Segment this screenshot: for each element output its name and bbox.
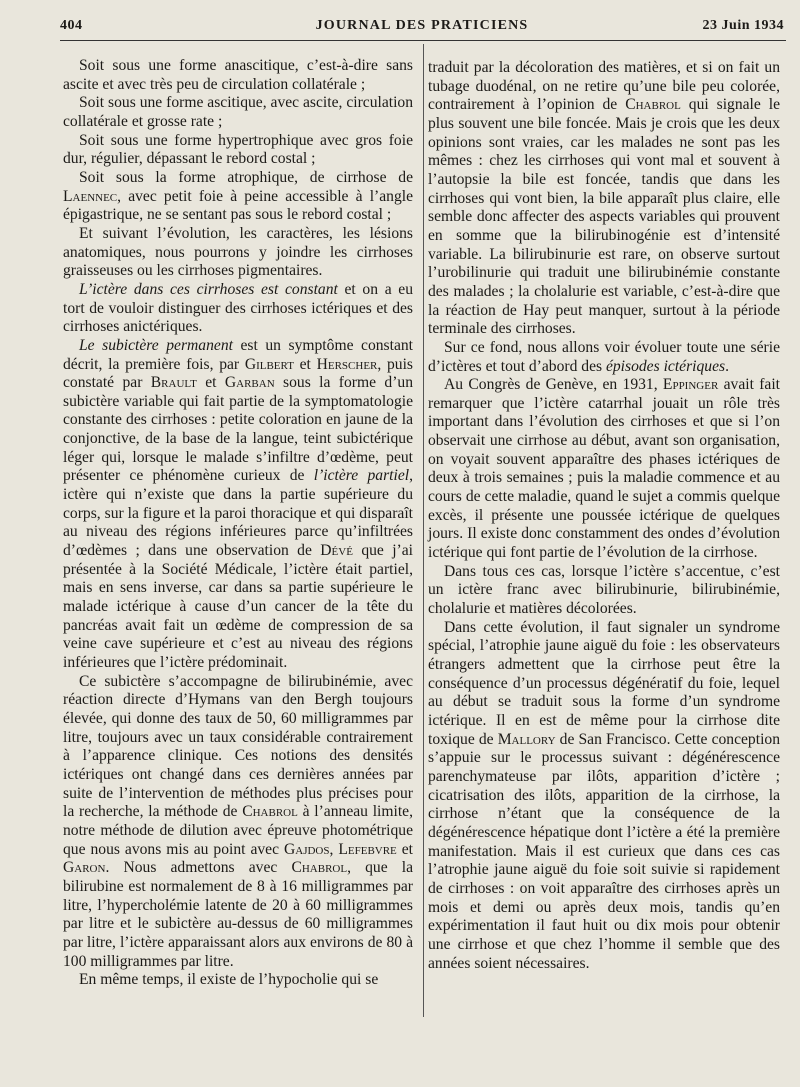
header-rule <box>60 40 786 41</box>
text-run: . Nous admettons avec <box>105 859 292 877</box>
paragraph <box>63 169 413 225</box>
text-run: , ictère qui n’existe que dans la partie supérieure du corps, sur la figure et la paroi thoracique et qui disparaît au niveau des régions inférieures parce qu’infiltrées d’œdèmes ; dans une observation de <box>63 467 413 560</box>
author-name: Laennec <box>63 187 118 205</box>
text-run: Soit sous la forme atrophique, de cirrhose de <box>79 168 413 186</box>
text-run: , avec petit foie à peine accessible à l’angle épigastrique, ne se sentant pas sous le rebord costal ; <box>63 187 413 224</box>
text-run: traduit par la décoloration des matières, et si on fait un tubage duodénal, on ne retire qu’une bile peu colorée, contrairement à l’opinion de <box>428 59 780 114</box>
text-run: , puis constaté par <box>63 355 413 392</box>
paragraph <box>63 337 413 673</box>
column-divider <box>423 44 424 1017</box>
paragraph: En même temps, il existe de l’hypocholie qui se <box>79 971 379 989</box>
text-run: , <box>329 840 339 858</box>
text-run: Au Congrès de Genève, en 1931, <box>444 376 663 394</box>
paragraph <box>63 673 413 972</box>
issue-date: 23 Juin 1934 <box>702 18 784 33</box>
author-name: Brault <box>150 374 197 392</box>
paragraph: Et suivant l’évolution, les caractères, les lésions anatomiques, nous pourrons y joindre les cirrhoses graisseuses ou les cirrhoses pigmentaires. <box>63 224 413 280</box>
author-name: Garon <box>63 859 106 877</box>
author-name: Gilbert <box>244 355 294 373</box>
text-run: . <box>725 357 729 375</box>
paragraph <box>428 376 780 563</box>
italic-phrase: L’ictère dans ces cirrhoses est constant <box>79 280 338 298</box>
journal-title: JOURNAL DES PRATICIENS <box>315 18 529 33</box>
page-header <box>60 18 784 40</box>
text-run: qui signale le plus souvent une bile foncée. Mais je crois que les deux opinions sont vraies, car les malades ne sont pas les mêmes : chez les cirrhoses qui vont mal et souvent à l’autopsie la bile est foncée, tandis que dans les cirrhoses qui vont bien, la bile apparaît plus claire, elle semble donc affecter des aspects variables qui prouvent en somme que la bilirubinogénie est d’intensité variable. La bilirubinurie est rare, on observe surtout l’urobilinurie qui traduit une bilirubinémie constante des malades ; la cholalurie est variable, c’est-à-dire que la réaction de Hay peut manquer, surtout à la période terminale des cirrhoses. <box>428 96 781 338</box>
paragraph: Soit sous une forme ascitique, avec ascite, circulation collatérale et grosse rate ; <box>63 94 413 130</box>
text-run: est un symptôme constant décrit, la première fois, par <box>63 336 413 373</box>
text-run: Dans cette évolution, il faut signaler un syndrome spécial, l’atrophie jaune aiguë du foie : les observateurs étrangers admettent que la cirrhose peut être la conséquence d’un processus dégénératif du foie, lequel au début se traduit sous la forme d’un syndrome ictérique. Il en est de même pour la cirrhose dite toxique de <box>428 618 780 748</box>
text-run: avait fait remarquer que l’ictère catarrhal jouait un rôle très important dans l’évolution des cirrhoses et que si l’on observait une cirrhose au début, avant son organisation, on voyait souvent apparaître des phases ictériques de deux à trois semaines ; puis la maladie commence et au cours de cette maladie, quand le sujet a commis quelque excès, il présente une poussée ictérique de quelques jours. Il existe donc constamment des ondes d’évolution ictérique qui font partie de l’évolution de la cirrhose. <box>428 376 780 562</box>
author-name: Chabrol <box>291 859 348 877</box>
right-column <box>428 59 780 973</box>
author-name: Chabrol <box>242 803 298 821</box>
text-run: que j’ai présentée à la Société Médicale, l’ictère était partiel, mais en sens inverse, car dans sa partie supérieure le malade ictérique à cause d’un cancer de la tête du pancréas avait fait un œdème de compression de sa veine cave supérieure et c’est au niveau des régions inférieures que l’ictère prédominait. <box>63 542 413 671</box>
italic-phrase: Le subictère permanent <box>79 336 233 354</box>
italic-phrase: épisodes ictériques <box>605 357 726 375</box>
paragraph <box>428 59 780 339</box>
author-name: Mallory <box>497 730 556 748</box>
paragraph <box>428 339 780 376</box>
left-column <box>63 57 413 990</box>
text-run: Ce subictère s’accompagne de bilirubinémie, avec réaction directe d’Hymans van den Bergh toujours élevée, qui donne des taux de 50, 60 milligrammes par litre, toujours avec un taux considérable contrairement à l’apparence clinique. Ces notions des densités ictériques ont changé dans ces dernières années par suite de l’intervention de méthodes plus précises pour la recherche, la méthode de <box>63 672 413 821</box>
text-run: et <box>196 374 225 392</box>
author-name: Lefebvre <box>338 840 397 858</box>
text-run: Sur ce fond, nous allons voir évoluer toute une série d’ictères et tout d’abord des <box>428 338 780 375</box>
text-run: et <box>396 840 414 858</box>
text-run: à l’anneau limite, notre méthode de dilution avec épreuve photométrique que nous avons mis au point avec <box>63 803 413 858</box>
paragraph: Dans tous ces cas, lorsque l’ictère s’accentue, c’est un ictère franc avec bilirubinurie, bilirubinémie, cholalurie et matières décolorées. <box>428 562 780 618</box>
paragraph: Soit sous une forme anascitique, c’est-à-dire sans ascite et avec très peu de circulation collatérale ; <box>63 57 413 93</box>
paragraph: Soit sous une forme hypertrophique avec gros foie dur, régulier, dépassant le rebord costal ; <box>63 131 413 168</box>
author-name: Herscher <box>316 355 378 373</box>
text-run: , que la bilirubine est normalement de 8 à 16 milligrammes par litre, l’hypercholémie latente de 20 à 60 milligrammes par litre et le subictère au-dessus de 60 milligrammes par litre, l’ictère apparaissant alors aux environs de 80 à 100 milligrammes par litre. <box>63 859 414 970</box>
paragraph <box>63 281 413 337</box>
author-name: Gajdos <box>283 840 330 858</box>
page-number: 404 <box>60 18 83 33</box>
author-name: Chabrol <box>625 96 681 114</box>
italic-phrase: l’ictère partiel <box>313 467 410 485</box>
text-run: et <box>293 355 317 373</box>
text-run: et on a eu tort de vouloir distinguer des cirrhoses ictériques et des cirrhoses anictériques. <box>63 280 413 336</box>
text-run: sous la forme d’un subictère variable qui fait partie de la symptomatologie constante des cirrhoses : petite coloration en jaune de la conjonctive, de la base de la langue, teint subictérique léger qui, lorsque le malade s’infiltre d’œdème, peut présenter ce phénomène curieux de <box>63 374 413 485</box>
author-name: Dévé <box>320 542 353 560</box>
author-name: Garban <box>224 374 275 392</box>
text-run: de San Francisco. Cette conception s’appuie sur le processus suivant : dégénérescence parenchymateuse par ilôts, apparition d’ictère ; cicatrisation des ilôts, apparition de la cirrhose, la cirrhose n’étant que la conséquence de la dégénérescence hépatique dont l’ictère a été la première manifestation. Mais il est curieux que dans ces cas l’atrophie jaune aiguë du foie soit suivie si rapidement de cirrhoses : on voit apparaître des cirrhoses après un mois et demi ou après deux mois, tandis qu’en expérimentation il faut huit ou dix mois pour obtenir une cirrhose et que chez l’homme il semble que des années soient nécessaires. <box>428 730 780 972</box>
author-name: Eppinger <box>662 376 719 394</box>
paragraph <box>428 619 780 973</box>
